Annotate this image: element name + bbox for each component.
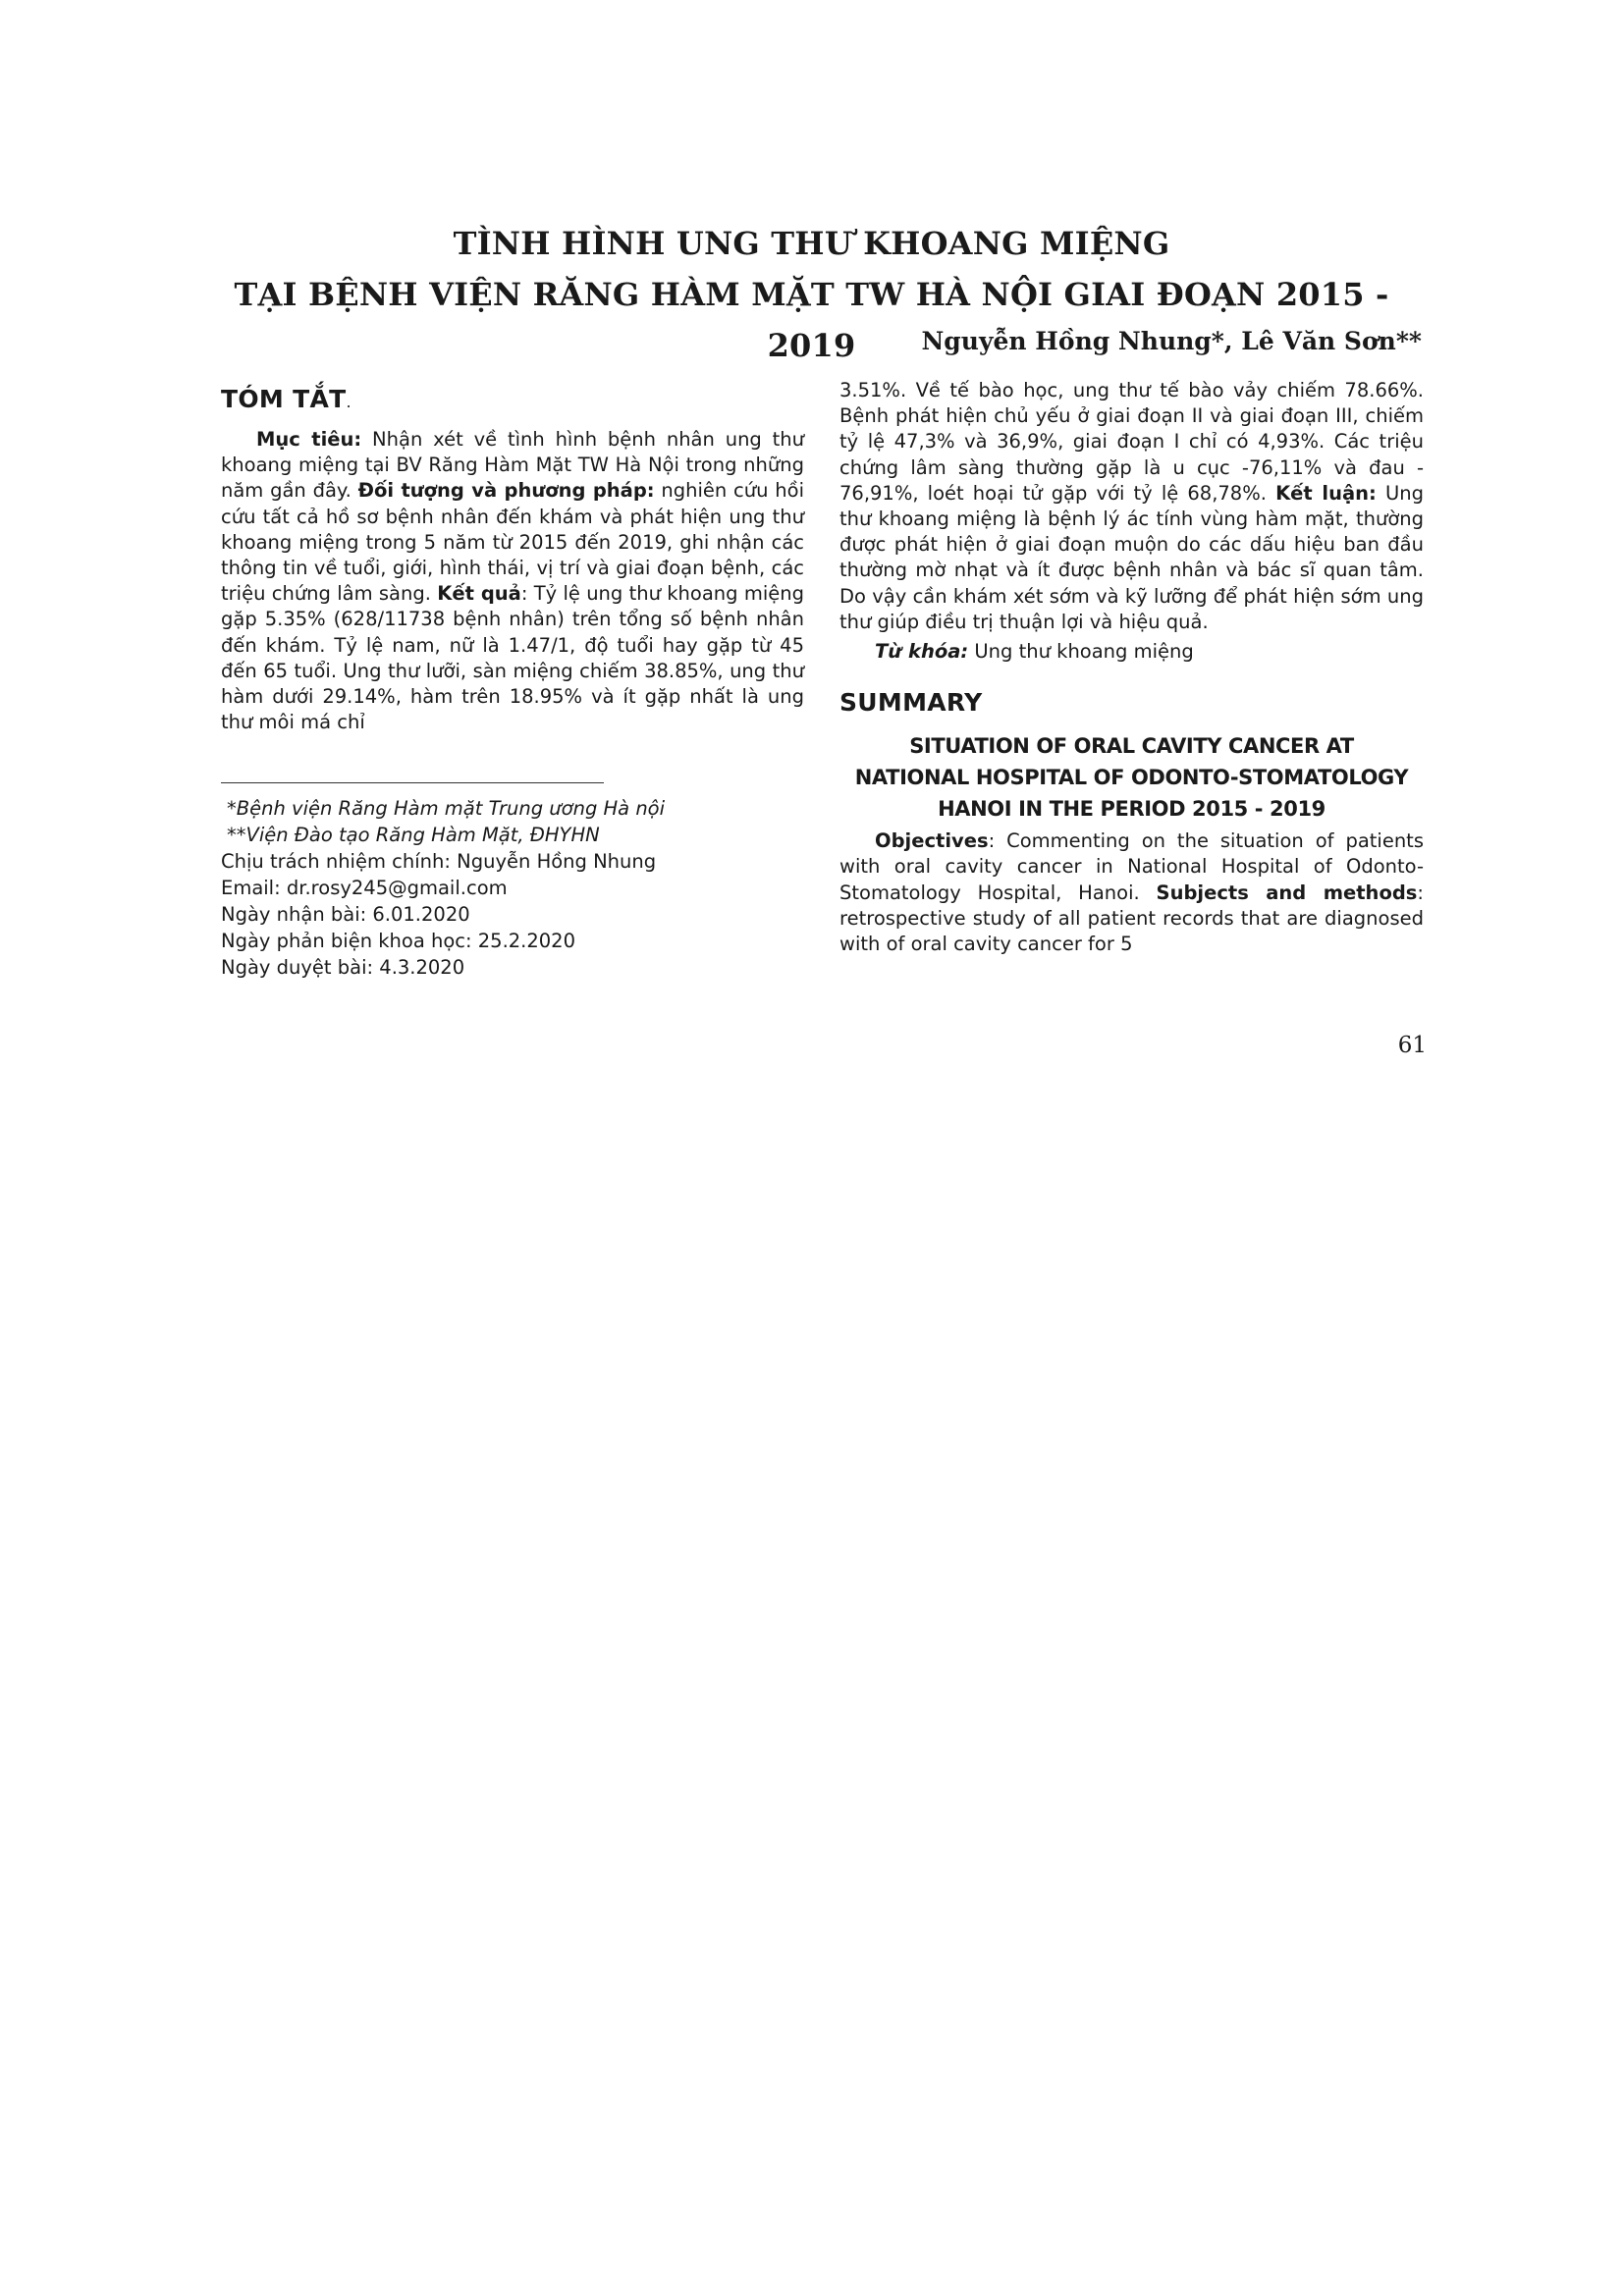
email: Email: dr.rosy245@gmail.com (221, 877, 508, 899)
english-title-line-3: HANOI IN THE PERIOD 2015 - 2019 (938, 797, 1325, 822)
conclusion-label: Kết luận: (1275, 481, 1377, 505)
footnotes (221, 795, 804, 981)
conclusion-text: Ung thư khoang miệng là bệnh lý ác tính vùng hàm mặt, thường được phát hiện ở giai đoạn muộn do các dấu hiệu ban đầu thường mờ nhạt và ít được bệnh nhân và bác sĩ quan tâm. Do vậy cần khám xét sớm và kỹ lưỡng để phát hiện sớm ung thư giúp điều trị thuận lợi và hiệu quả. (839, 481, 1424, 633)
objective-label: Mục tiêu: (256, 428, 362, 451)
results-label: Kết quả (437, 582, 521, 606)
responsible-author: Chịu trách nhiệm chính: Nguyễn Hồng Nhung (221, 850, 657, 873)
english-title-line-2: NATIONAL HOSPITAL OF ODONTO-STOMATOLOGY (854, 766, 1409, 790)
summary-methods-text: : retrospective study of all patient records that are diagnosed with of oral cavity cancer for 5 (839, 881, 1424, 956)
abstract-vi-continued (839, 378, 1424, 635)
abstract-heading (221, 385, 804, 413)
results-text-continued: 3.51%. Về tế bào học, ung thư tế bào vảy chiếm 78.66%. Bệnh phát hiện chủ yếu ở giai đoạn II và giai đoạn III, chiếm tỷ lệ 47,3% và 36,9%, giai đoạn I chỉ có 4,93%. Các triệu chứng lâm sàng thường gặp là u cục -76,11% và đau - 76,91%, loét hoại tử gặp với tỷ lệ 68,78%. (839, 379, 1424, 505)
left-column (221, 385, 804, 735)
objectives-label: Objectives (875, 829, 989, 853)
affiliation-2: **Viện Đào tạo Răng Hàm Mặt, ĐHYHN (227, 824, 600, 846)
right-column (839, 378, 1424, 957)
affiliation-1: *Bệnh viện Răng Hàm mặt Trung ương Hà nội (227, 797, 666, 820)
title-line-1: TÌNH HÌNH UNG THƯ KHOANG MIỆNG (453, 225, 1170, 262)
authors: Nguyễn Hồng Nhung*, Lê Văn Sơn** (921, 327, 1422, 355)
date-received: Ngày nhận bài: 6.01.2020 (221, 903, 470, 926)
objective-text: Nhận xét về tình hình bệnh nhân ung thư khoang miệng tại BV Răng Hàm Mặt TW Hà Nội trong những năm gần đây. (221, 428, 805, 503)
summary-methods-label: Subjects and methods (1156, 881, 1418, 904)
date-reviewed: Ngày phản biện khoa học: 25.2.2020 (221, 930, 575, 952)
date-approved: Ngày duyệt bài: 4.3.2020 (221, 956, 465, 979)
footnote-divider (221, 782, 604, 783)
abstract-vi-paragraph (221, 427, 804, 735)
abstract-heading-label: TÓM TẮT (221, 385, 347, 413)
title-line-2: TẠI BỆNH VIỆN RĂNG HÀM MẶT TW HÀ NỘI GIAI ĐOẠN 2015 - 2019 (234, 276, 1389, 364)
english-title (839, 730, 1424, 825)
keywords-label: Từ khóa: (875, 640, 969, 664)
objectives-text: : Commenting on the situation of patients with oral cavity cancer in National Hospital of Odonto-Stomatology Hospital, Hanoi. (839, 829, 1424, 904)
page-number: 61 (1397, 1033, 1427, 1058)
summary-heading: SUMMARY (839, 688, 983, 718)
methods-label: Đối tượng và phương pháp: (357, 479, 655, 503)
keywords-text: Ung thư khoang miệng (968, 640, 1194, 664)
keywords (839, 639, 1424, 665)
methods-text: nghiên cứu hồi cứu tất cả hồ sơ bệnh nhân đến khám và phát hiện ung thư khoang miệng trong 5 năm từ 2015 đến 2019, ghi nhận các thông tin về tuổi, giới, hình thái, vị trí và giai đoạn bệnh, các triệu chứng lâm sàng. (221, 479, 804, 606)
english-title-line-1: SITUATION OF ORAL CAVITY CANCER AT (909, 734, 1354, 759)
abstract-heading-dot: . (346, 393, 352, 411)
results-text: : Tỷ lệ ung thư khoang miệng gặp 5.35% (628/11738 bệnh nhân) trên tổng số bệnh nhân đến khám. Tỷ lệ nam, nữ là 1.47/1, độ tuổi hay gặp từ 45 đến 65 tuổi. Ung thư lưỡi, sàn miệng chiếm 38.85%, ung thư hàm dưới 29.14%, hàm trên 18.95% và ít gặp nhất là ung thư môi má chỉ (221, 582, 804, 734)
summary-paragraph (839, 828, 1424, 957)
